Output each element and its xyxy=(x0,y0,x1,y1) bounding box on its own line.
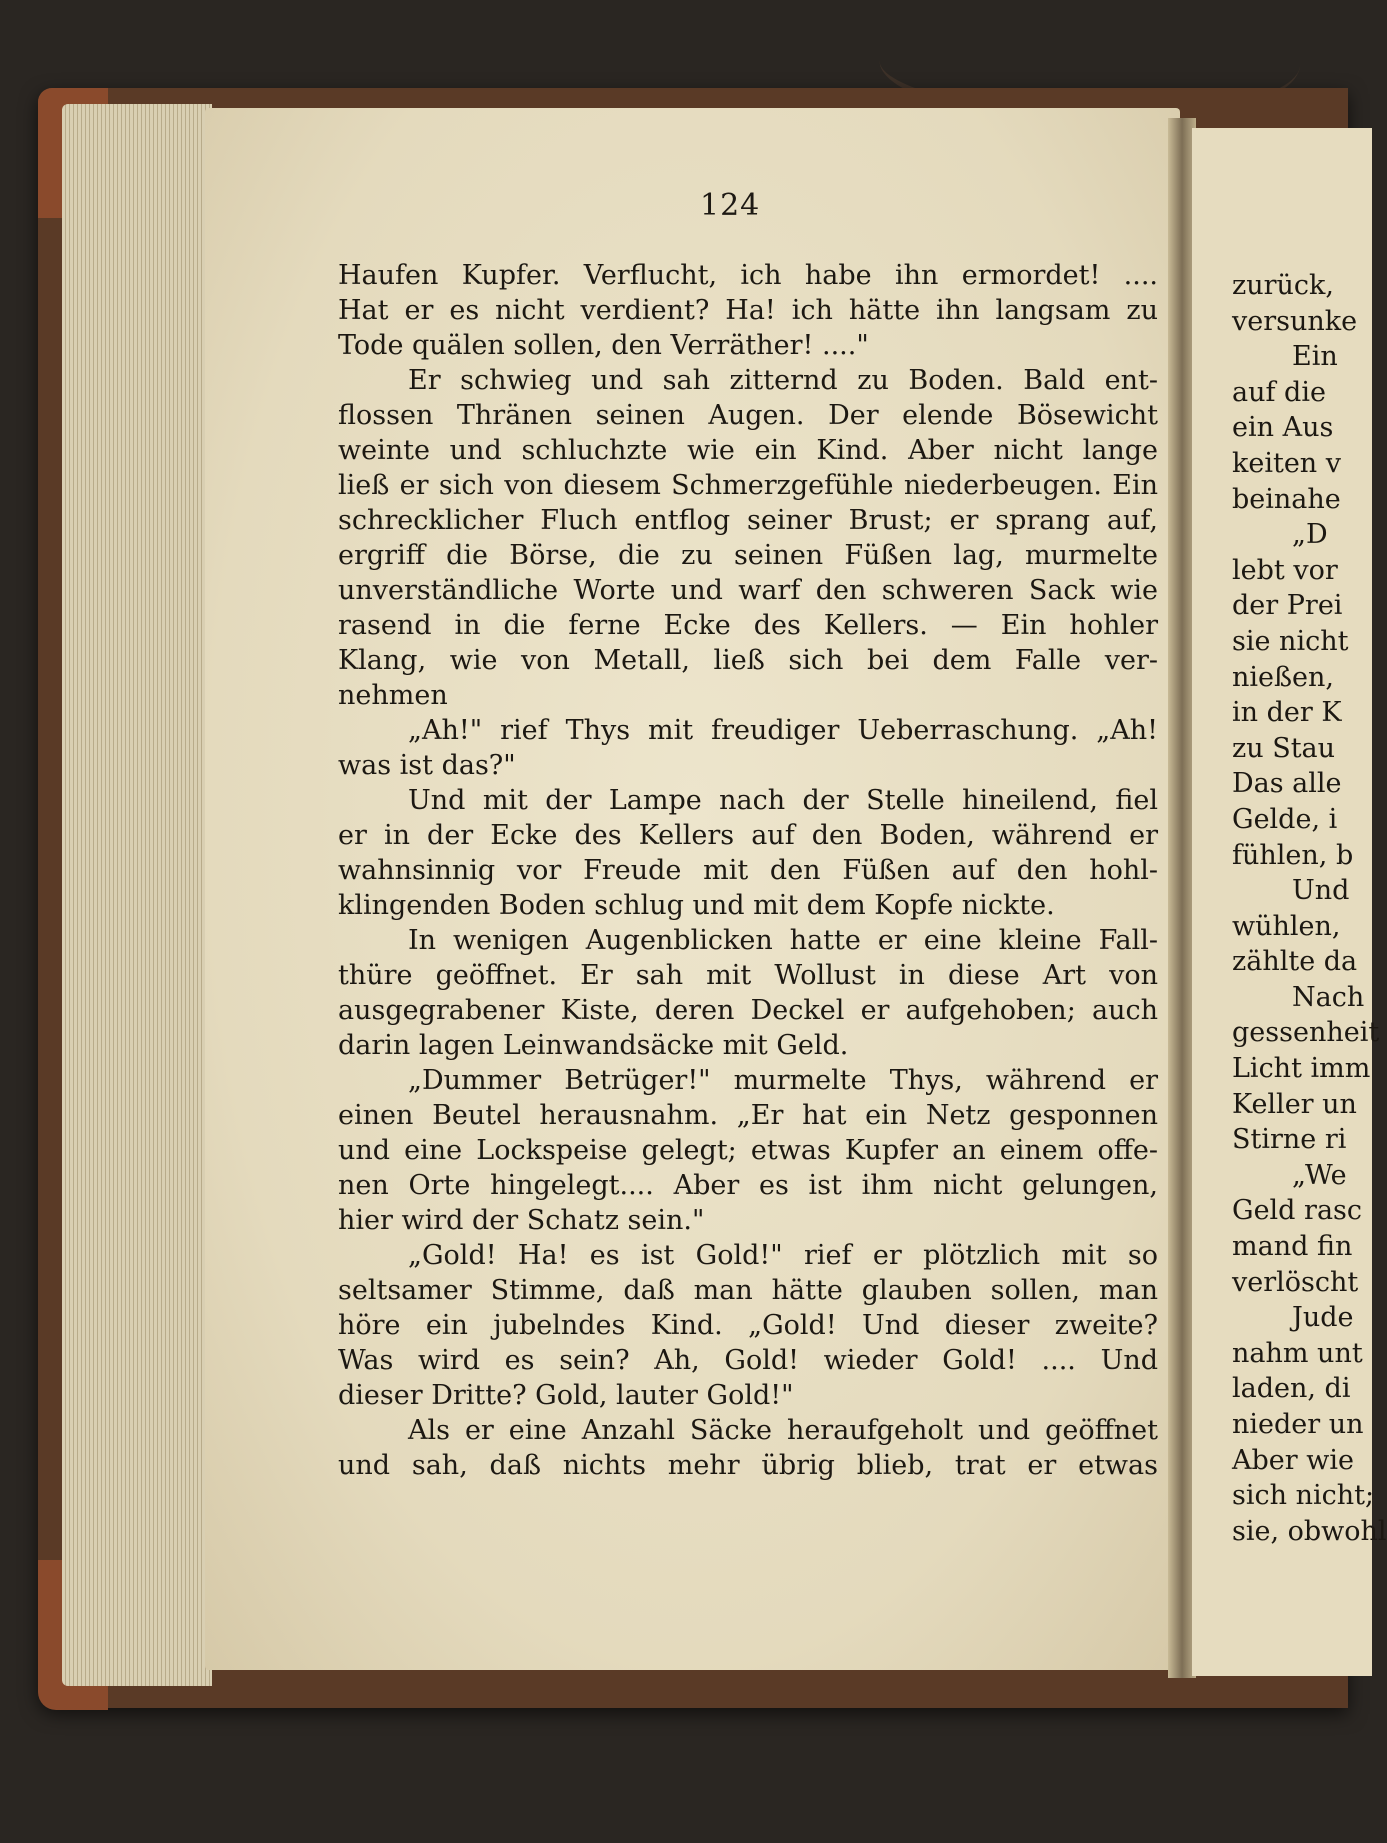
text-line: wahnsinnig vor Freude mit den Füßen auf den hohl- xyxy=(338,855,1158,886)
text-line: zählte da xyxy=(1232,946,1358,978)
text-line: auf die xyxy=(1232,376,1326,408)
text-line: sie nicht xyxy=(1232,625,1349,657)
text-line: was ist das?" xyxy=(338,750,516,781)
text-line: „Ah!" rief Thys mit freudiger Ueberraschung. „Ah! xyxy=(408,715,1158,746)
text-line: flossen Thränen seinen Augen. Der elende Bösewicht xyxy=(338,400,1158,431)
text-line: der Prei xyxy=(1232,590,1343,622)
text-line: In wenigen Augenblicken hatte er eine kleine Fall- xyxy=(408,925,1158,956)
text-line: Jude xyxy=(1292,1302,1354,1334)
text-line: nießen, xyxy=(1232,661,1334,693)
text-line: Stirne ri xyxy=(1232,1124,1347,1156)
text-line: Als er eine Anzahl Säcke heraufgeholt und geöffnet xyxy=(408,1415,1158,1446)
text-line: beinahe xyxy=(1232,483,1341,515)
text-line: thüre geöffnet. Er sah mit Wollust in diese Art von xyxy=(338,960,1158,991)
text-line: Und xyxy=(1292,875,1350,907)
page-number: 124 xyxy=(700,188,761,223)
text-line: Klang, wie von Metall, ließ sich bei dem Falle ver- xyxy=(338,645,1158,676)
text-line: sie, obwohl xyxy=(1232,1515,1387,1547)
text-line: er in der Ecke des Kellers auf den Boden, während er xyxy=(338,820,1158,851)
text-line: Ein xyxy=(1292,341,1338,373)
text-line: lebt vor xyxy=(1232,554,1338,586)
text-line: Haufen Kupfer. Verflucht, ich habe ihn ermordet! .... xyxy=(338,260,1158,291)
text-line: dieser Dritte? Gold, lauter Gold!" xyxy=(338,1380,794,1411)
text-line: zu Stau xyxy=(1232,732,1336,764)
text-line: ließ er sich von diesem Schmerzgefühle niederbeugen. Ein xyxy=(338,470,1158,501)
text-line: Tode quälen sollen, den Verräther! ...." xyxy=(338,330,869,361)
text-line: versunke xyxy=(1232,305,1358,337)
text-line: klingenden Boden schlug und mit dem Kopfe nickte. xyxy=(338,890,1055,921)
text-line: Nach xyxy=(1292,981,1365,1013)
text-line: wühlen, xyxy=(1232,910,1341,942)
text-line: Er schwieg und sah zitternd zu Boden. Bald ent- xyxy=(408,365,1158,396)
right-page-text xyxy=(1232,268,1387,1549)
text-line: keiten v xyxy=(1232,447,1342,479)
text-line: nehmen xyxy=(338,680,448,711)
text-line: sich nicht; xyxy=(1232,1480,1375,1512)
text-line: ein Aus xyxy=(1232,412,1334,444)
text-line: „Gold! Ha! es ist Gold!" rief er plötzlich mit so xyxy=(408,1240,1158,1271)
text-line: darin lagen Leinwandsäcke mit Geld. xyxy=(338,1030,849,1061)
left-page-text xyxy=(338,258,1158,1483)
text-line: Hat er es nicht verdient? Ha! ich hätte ihn langsam zu xyxy=(338,295,1158,326)
text-line: Aber wie xyxy=(1232,1444,1354,1476)
text-line: „We xyxy=(1292,1159,1347,1191)
text-line: Keller un xyxy=(1232,1088,1357,1120)
text-line: „D xyxy=(1292,519,1328,551)
text-line: rasend in die ferne Ecke des Kellers. — Ein hohler xyxy=(338,610,1158,641)
text-line: Und mit der Lampe nach der Stelle hineilend, fiel xyxy=(408,785,1158,816)
text-line: „Dummer Betrüger!" murmelte Thys, während er xyxy=(408,1065,1158,1096)
text-line: schrecklicher Fluch entflog seiner Brust; er sprang auf, xyxy=(338,505,1158,536)
text-line: Was wird es sein? Ah, Gold! wieder Gold! .... Und xyxy=(338,1345,1158,1376)
text-line: nen Orte hingelegt.... Aber es ist ihm nicht gelungen, xyxy=(338,1170,1158,1201)
text-line: Licht imm xyxy=(1232,1053,1371,1085)
text-line: Das alle xyxy=(1232,768,1342,800)
text-line: in der K xyxy=(1232,697,1342,729)
text-line: nahm unt xyxy=(1232,1337,1363,1369)
text-line: mand fin xyxy=(1232,1231,1353,1263)
text-line: nieder un xyxy=(1232,1409,1364,1440)
text-line: laden, di xyxy=(1232,1373,1351,1405)
text-line: zurück, xyxy=(1232,270,1334,301)
text-line: hier wird der Schatz sein." xyxy=(338,1205,705,1236)
text-line: ergriff die Börse, die zu seinen Füßen lag, murmelte xyxy=(338,540,1158,571)
text-line: unverständliche Worte und warf den schweren Sack wie xyxy=(338,575,1158,606)
text-line: Geld rasc xyxy=(1232,1195,1363,1227)
text-line: einen Beutel herausnahm. „Er hat ein Netz gesponnen xyxy=(338,1100,1158,1131)
text-line: fühlen, b xyxy=(1232,839,1354,871)
text-line: und sah, daß nichts mehr übrig blieb, trat er etwas xyxy=(338,1450,1158,1481)
text-line: seltsamer Stimme, daß man hätte glauben sollen, man xyxy=(338,1275,1158,1306)
text-line: ausgegrabener Kiste, deren Deckel er aufgehoben; auch xyxy=(338,995,1158,1026)
text-line: gessenheit xyxy=(1232,1017,1380,1049)
page-edges xyxy=(62,104,212,1686)
text-line: und eine Lockspeise gelegt; etwas Kupfer an einem offe- xyxy=(338,1135,1158,1166)
text-line: verlöscht xyxy=(1232,1266,1359,1298)
text-line: weinte und schluchzte wie ein Kind. Aber nicht lange xyxy=(338,435,1158,466)
text-line: höre ein jubelndes Kind. „Gold! Und dieser zweite? xyxy=(338,1310,1158,1341)
text-line: Gelde, i xyxy=(1232,803,1338,835)
